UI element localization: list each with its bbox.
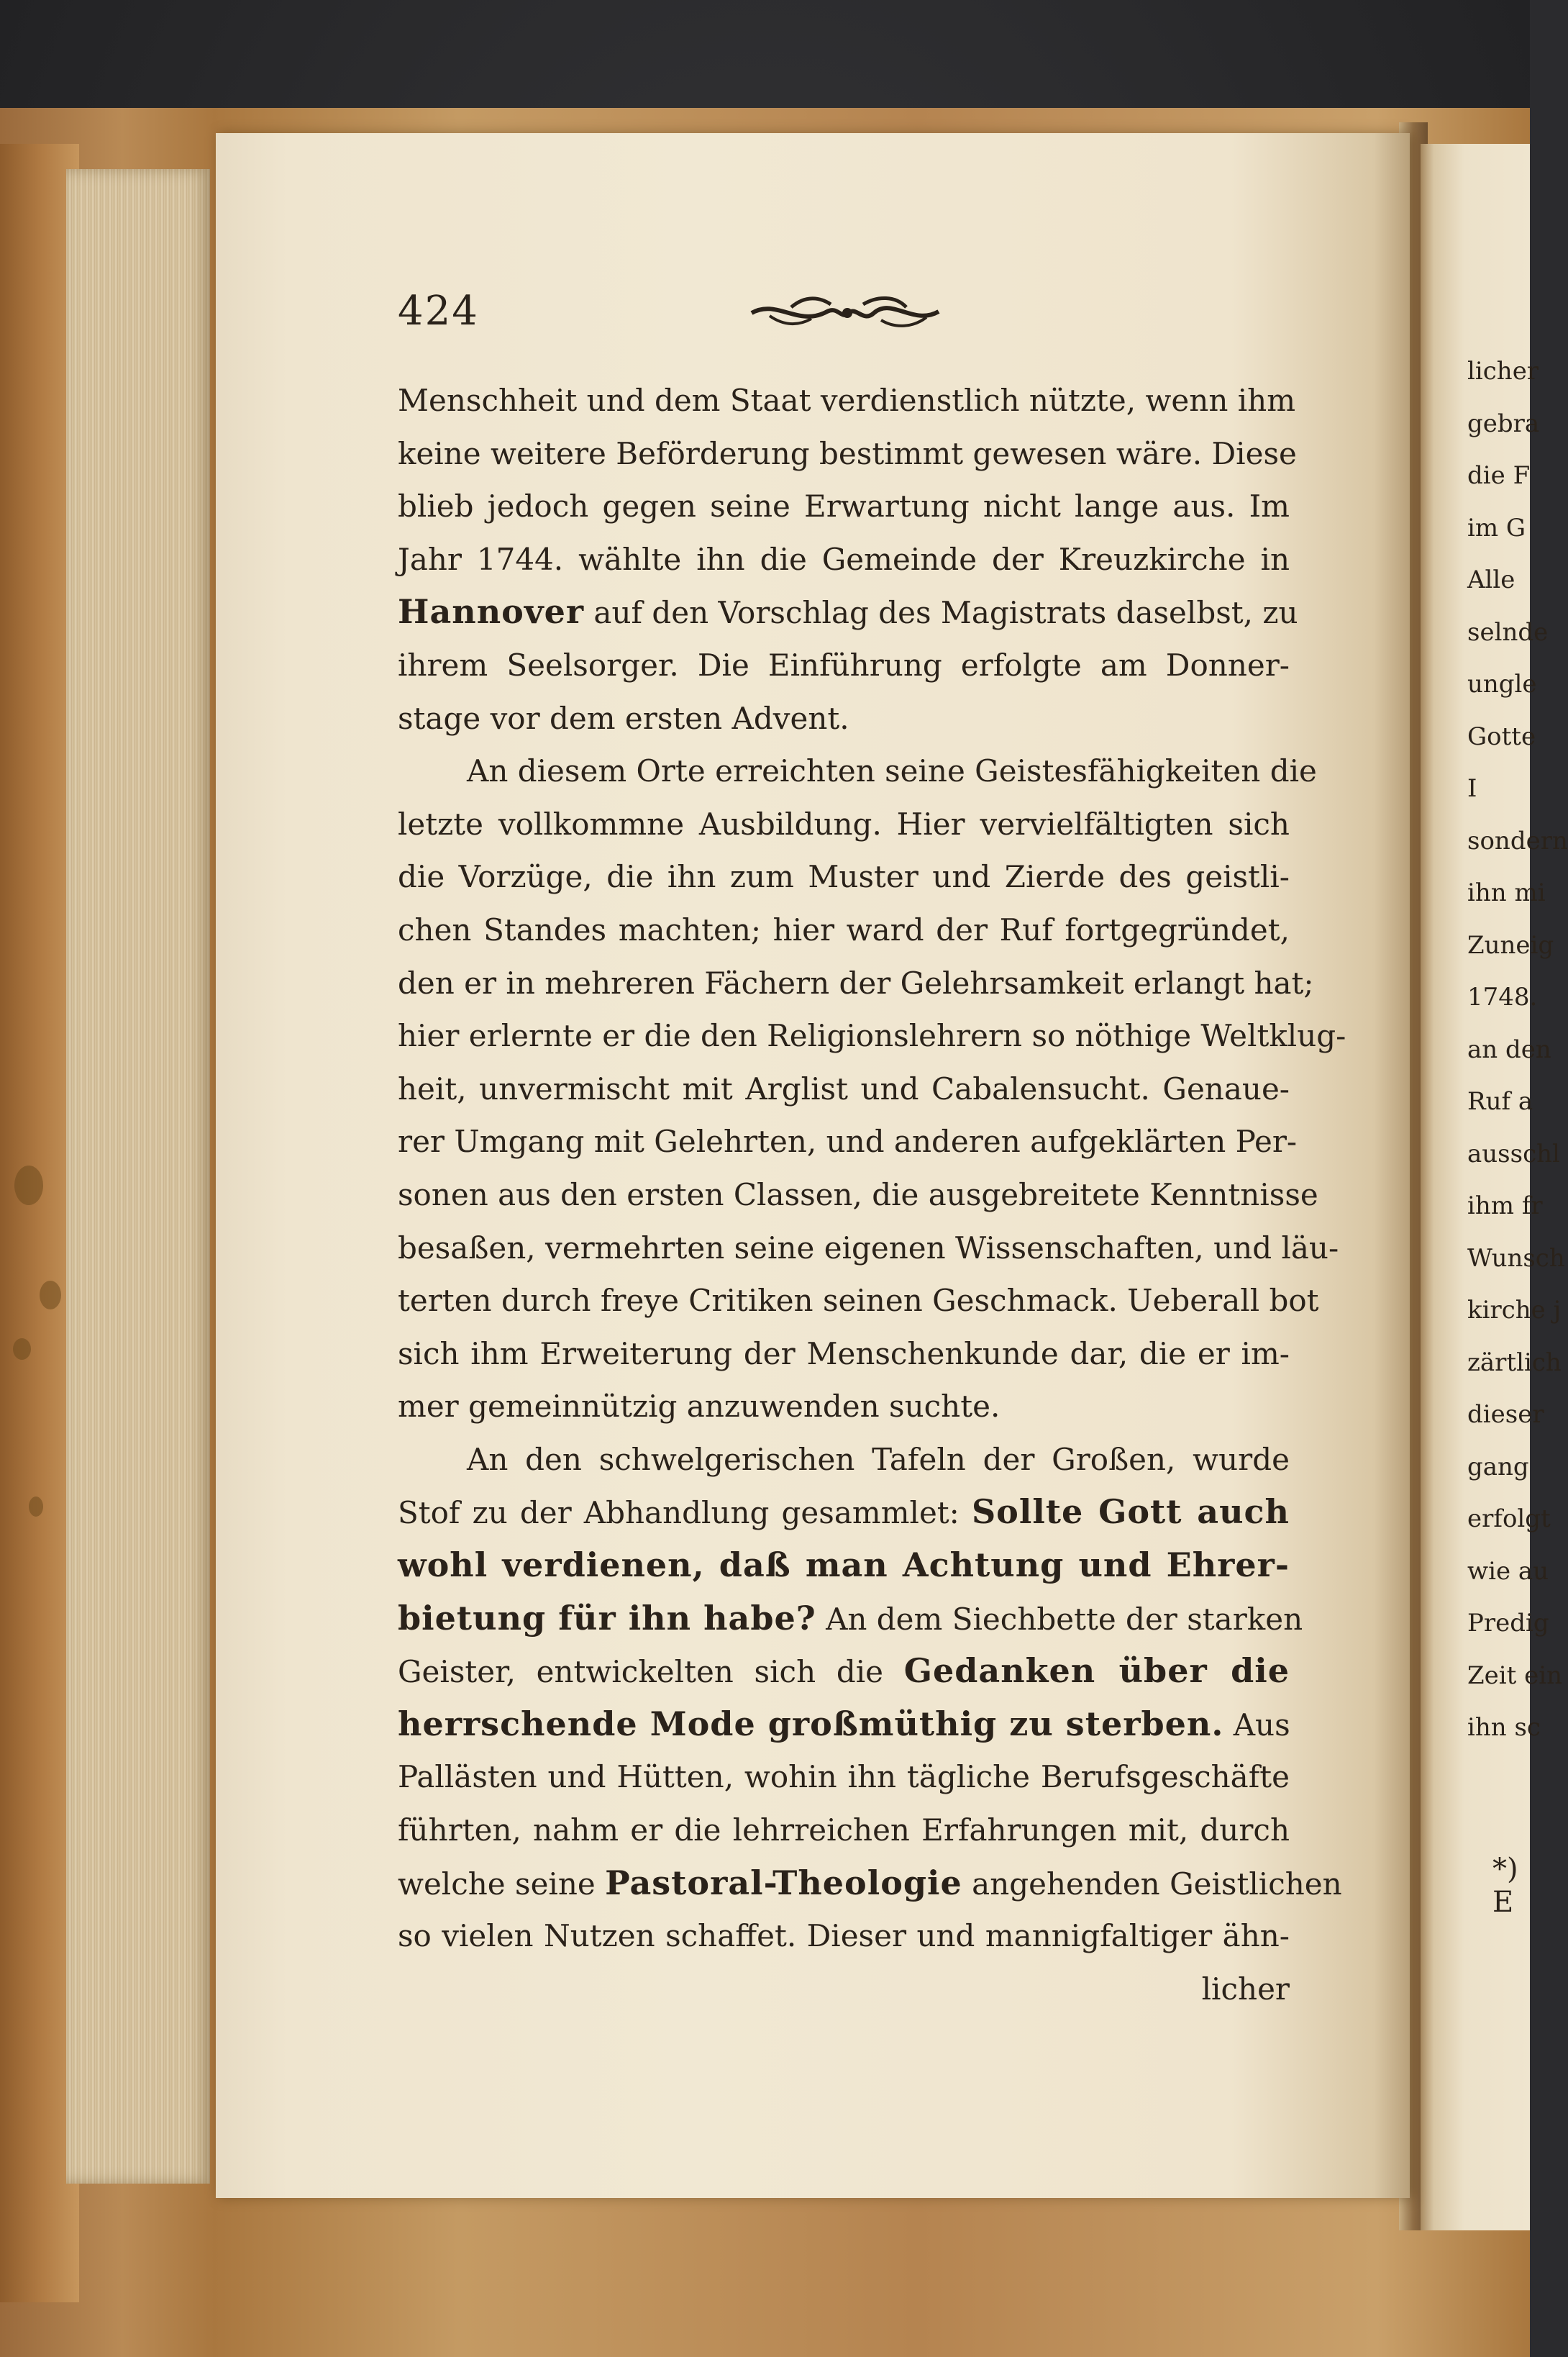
emphasized-text: Hannover	[398, 592, 585, 632]
text-line: chen Standes machten; hier ward der Ruf fortgegründet,	[398, 912, 1290, 948]
text-segment: auf den Vorschlag des Magistrats daselbst, zu	[584, 595, 1298, 631]
next-page-fragment: ausschl	[1467, 1139, 1560, 1168]
text-line: führten, nahm er die lehrreichen Erfahrungen mit, durch	[398, 1812, 1290, 1848]
next-page-fragment: 1748.	[1467, 983, 1538, 1012]
next-page-fragment: gang	[1467, 1452, 1529, 1481]
next-page-fragment: ihm fr	[1467, 1191, 1543, 1220]
emphasized-text: Sollte Gott auch	[971, 1492, 1290, 1532]
text-line: stage vor dem ersten Advent.	[398, 700, 849, 736]
text-line: keine weitere Beförderung bestimmt gewesen wäre. Diese	[398, 435, 1297, 471]
next-page-fragment: ungle	[1467, 670, 1537, 699]
next-page-fragment: erfolgt	[1467, 1504, 1551, 1533]
text-segment: welche seine	[398, 1866, 606, 1902]
text-line: Jahr 1744. wählte ihn die Gemeinde der Kreuzkirche in	[398, 541, 1290, 577]
text-line: blieb jedoch gegen seine Erwartung nicht lange aus. Im	[398, 489, 1290, 524]
text-line: sonen aus den ersten Classen, die ausgebreitete Kenntnisse	[398, 1176, 1318, 1212]
ornament-icon	[748, 291, 942, 335]
emphasized-text: herrschende Mode großmüthig zu sterben.	[398, 1704, 1224, 1743]
page-number: 424	[398, 288, 479, 335]
emphasized-text: Pastoral-Theologie	[605, 1863, 962, 1902]
text-line	[398, 1486, 1290, 1539]
next-page-fragment: zärtlich	[1467, 1348, 1562, 1377]
text-line: An den schwelgerischen Tafeln der Großen, wurde	[467, 1441, 1290, 1477]
text-line: rer Umgang mit Gelehrten, und anderen aufgeklärten Per-	[398, 1124, 1298, 1160]
next-page-fragment: ihn mi	[1467, 878, 1546, 907]
body-text	[398, 374, 1346, 2015]
next-page-fragment: Wunsch	[1467, 1243, 1565, 1273]
ink-stain	[40, 1281, 61, 1309]
text-line: letzte vollkommne Ausbildung. Hier vervielfältigten sich	[398, 806, 1290, 842]
emphasized-text: bietung für ihn habe?	[398, 1598, 816, 1638]
catchword: licher	[1201, 1971, 1290, 2007]
next-page-fragment: Ruf a	[1467, 1087, 1533, 1116]
ink-stain	[13, 1338, 31, 1360]
text-line: An diesem Orte erreichten seine Geistesfähigkeiten die	[467, 753, 1317, 789]
next-page-fragment: sondern	[1467, 826, 1568, 855]
text-line: Menschheit und dem Staat verdienstlich nützte, wenn ihm	[398, 383, 1296, 418]
text-segment: Aus	[1223, 1707, 1290, 1743]
next-page-fragment: ihn sc	[1467, 1713, 1541, 1742]
text-line: hier erlernte er die den Religionslehrern so nöthige Weltklug-	[398, 1018, 1346, 1054]
next-page-fragment: licher	[1467, 357, 1539, 386]
text-line	[398, 586, 1298, 639]
text-line: die Vorzüge, die ihn zum Muster und Zierde des geistli-	[398, 859, 1290, 895]
next-page-fragment: Gotte	[1467, 722, 1536, 751]
next-page-fragment: Zuneig	[1467, 930, 1554, 960]
text-line: ihrem Seelsorger. Die Einführung erfolgte am Donner-	[398, 647, 1290, 683]
next-page-fragment: I	[1467, 774, 1477, 803]
text-line: den er in mehreren Fächern der Gelehrsamkeit erlangt hat;	[398, 965, 1314, 1001]
page-edges	[66, 169, 210, 2184]
text-segment: angehenden Geistlichen	[962, 1866, 1342, 1902]
next-page-fragment: selnde	[1467, 617, 1549, 647]
next-page-fragment: Zeit ein	[1467, 1661, 1562, 1690]
next-page-fragment: Predig	[1467, 1609, 1549, 1638]
emphasized-text: wohl verdienen, daß man Achtung und Ehrer-	[398, 1545, 1290, 1585]
text-line: heit, unvermischt mit Arglist und Cabalensucht. Genaue-	[398, 1071, 1290, 1107]
text-line	[398, 1539, 1290, 1592]
text-line	[398, 1592, 1303, 1645]
next-page-fragment: Alle	[1467, 566, 1515, 594]
text-line: besaßen, vermehrten seine eigenen Wissenschaften, und läu-	[398, 1230, 1339, 1266]
text-line: sich ihm Erweiterung der Menschenkunde dar, die er im-	[398, 1335, 1290, 1371]
text-line	[398, 1645, 1290, 1698]
next-page-fragment: kirche j	[1467, 1296, 1562, 1325]
next-page-fragment: im G	[1467, 513, 1526, 542]
text-line	[398, 1698, 1290, 1751]
text-line: so vielen Nutzen schaffet. Dieser und mannigfaltiger ähn-	[398, 1918, 1290, 1954]
next-page-fragment: wie au	[1467, 1556, 1549, 1586]
next-page-fragment: dieser	[1467, 1400, 1544, 1429]
text-segment: Geister, entwickelten sich die	[398, 1654, 904, 1690]
next-page-fragment: an den	[1467, 1035, 1551, 1064]
text-segment: An dem Siechbette der starken	[816, 1601, 1303, 1637]
text-line	[398, 1857, 1342, 1910]
next-page-text	[1467, 345, 1568, 1754]
text-segment: Stof zu der Abhandlung gesammlet:	[398, 1495, 972, 1531]
emphasized-text: Gedanken über die	[903, 1651, 1290, 1691]
text-line: mer gemeinnützig anzuwenden suchte.	[398, 1389, 1000, 1425]
ink-stain	[14, 1166, 43, 1205]
next-page-fragment: gebra	[1467, 409, 1540, 438]
footnote-mark: *) E	[1492, 1853, 1518, 1919]
text-line: Pallästen und Hütten, wohin ihn tägliche Berufsgeschäfte	[398, 1759, 1290, 1795]
text-line: terten durch freye Critiken seinen Geschmack. Ueberall bot	[398, 1283, 1319, 1319]
next-page-fragment: die F	[1467, 461, 1531, 490]
ink-stain	[29, 1497, 43, 1517]
